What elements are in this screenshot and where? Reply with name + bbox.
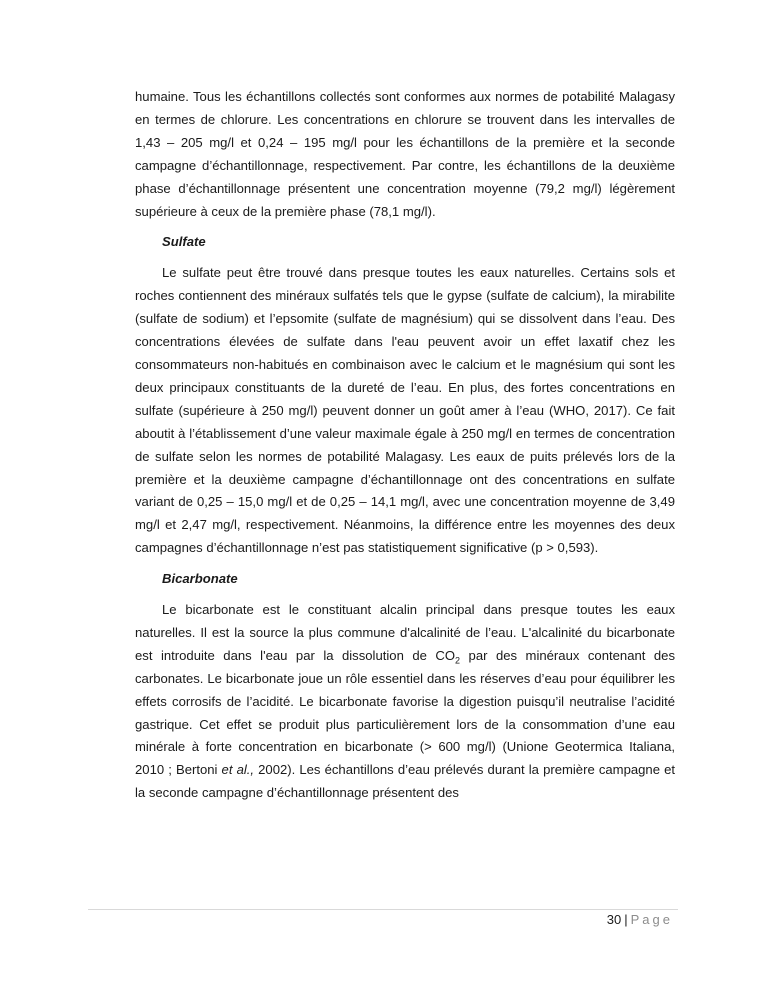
page-body — [135, 86, 675, 805]
heading-bicarbonate: Bicarbonate — [162, 571, 238, 587]
paragraph-bicarbonate — [135, 599, 675, 805]
page-footer — [607, 912, 673, 927]
bicarbonate-text-b: par des minéraux contenant des carbonates. Le bicarbonate joue un rôle essentiel dans les réserves d’eau pour équilibrer les effets corrosifs de l’acidité. Le bicarbonate favorise la digestion puisqu’il neutralise l’acidité gastrique. Cet effet se produit plus particulièrement lors de la consommation d’une eau minérale à forte concentration en bicarbonate (> 600 mg/l) (Unione Geotermica Italiana, 2010 ; Bertoni — [135, 647, 675, 778]
co2-subscript: 2 — [455, 655, 461, 666]
et-al-citation: et al., — [221, 762, 255, 778]
bicarbonate-text-a: Le bicarbonate est le constituant alcalin principal dans presque toutes les eaux naturelles. Il est la source la plus commune d'alcalinité de l’eau. L'alcalinité du bicarbonate est introduite dans l'eau par la dissolution de CO — [135, 602, 675, 663]
heading-sulfate: Sulfate — [162, 234, 206, 250]
paragraph-sulfate: Le sulfate peut être trouvé dans presque toutes les eaux naturelles. Certains sols et roches contiennent des minéraux sulfatés tels que le gypse (sulfate de calcium), la mirabilite (sulfate de sodium) et l’epsomite (sulfate de magnésium) qui se dissolvent dans l’eau. Des concentrations élevées de sulfate dans l'eau peuvent avoir un effet laxatif chez les consommateurs non-habitués en combinaison avec le calcium et le magnésium qui sont les deux principaux constituants de la dureté de l’eau. En plus, des fortes concentrations en sulfate (supérieure à 250 mg/l) peuvent donner un goût amer à l’eau (WHO, 2017). Ce fait aboutit à l’établissement d’une valeur maximale égale à 250 mg/l en termes de concentration de sulfate selon les normes de potabilité Malagasy. Les eaux de puits prélevés lors de la première et la deuxième campagne d’échantillonnage ont des concentrations en sulfate variant de 0,25 – 15,0 mg/l et de 0,25 – 14,1 mg/l, avec une concentration moyenne de 3,49 mg/l et 2,47 mg/l, respectivement. Néanmoins, la différence entre les moyennes des deux campagnes d’échantillonnage n’est pas statistiquement significative (p > 0,593). — [135, 265, 675, 556]
page-number: 30 — [606, 912, 622, 927]
paragraph-chlorure: humaine. Tous les échantillons collectés sont conformes aux normes de potabilité Malagasy en termes de chlorure. Les concentrations en chlorure se trouvent dans les intervalles de 1,43 – 205 mg/l et 0,24 – 195 mg/l pour les échantillons de la première et la seconde campagne d’échantillonnage, respectivement. Par contre, les échantillons de la deuxième phase d’échantillonnage présentent une concentration moyenne (79,2 mg/l) légèrement supérieure à ceux de la première phase (78,1 mg/l). — [135, 89, 675, 219]
page-label: Page — [630, 912, 673, 927]
bicarbonate-text-c: 2002). Les échantillons d’eau prélevés durant la première campagne et la seconde campagne d’échantillonnage présentent des — [135, 762, 675, 801]
footer-separator: | — [624, 912, 628, 927]
footer-divider — [88, 909, 678, 910]
